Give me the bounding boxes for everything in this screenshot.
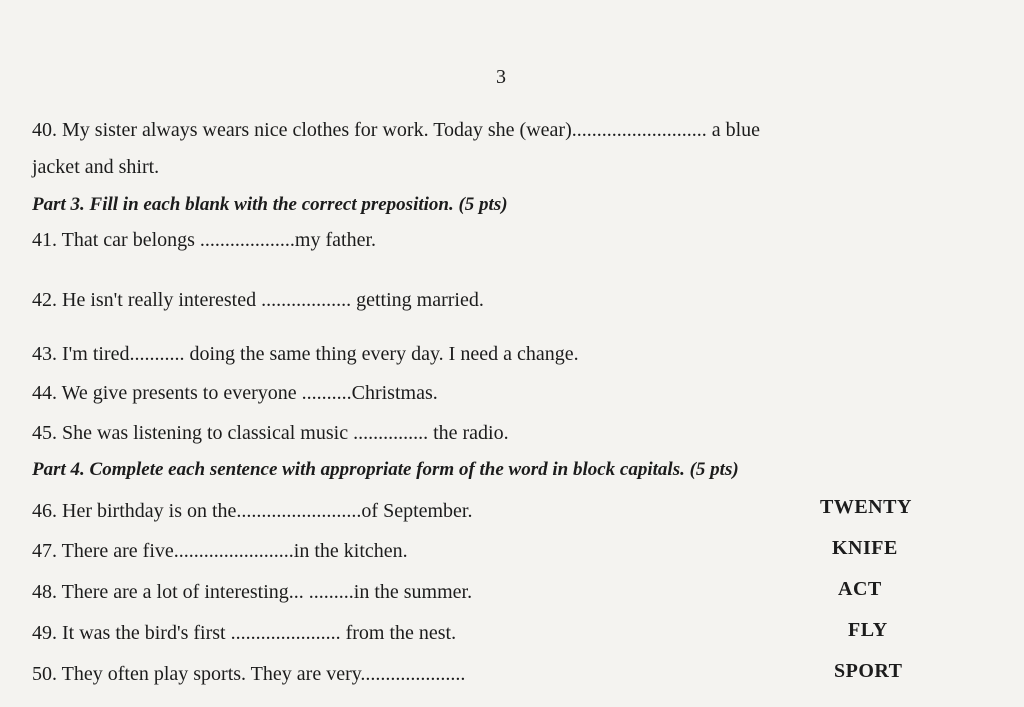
- question-45: 45. She was listening to classical music ............... the radio.: [32, 422, 509, 444]
- question-40-line-2: jacket and shirt.: [32, 156, 160, 178]
- question-50: 50. They often play sports. They are very.....................: [32, 663, 466, 685]
- question-46: 46. Her birthday is on the.........................of September.: [32, 500, 473, 522]
- word-47-block-capitals: KNIFE: [832, 537, 898, 559]
- question-40-line-1: 40. My sister always wears nice clothes for work. Today she (wear)........................... a blue: [32, 119, 761, 141]
- question-42: 42. He isn't really interested .................. getting married.: [32, 289, 484, 311]
- question-41: 41. That car belongs ...................my father.: [32, 229, 377, 251]
- word-49-block-capitals: FLY: [848, 619, 888, 641]
- word-46-block-capitals: TWENTY: [820, 496, 912, 518]
- question-49: 49. It was the bird's first ...................... from the nest.: [32, 622, 457, 644]
- word-48-block-capitals: ACT: [838, 578, 882, 600]
- word-50-block-capitals: SPORT: [834, 660, 903, 682]
- question-43: 43. I'm tired........... doing the same thing every day. I need a change.: [32, 343, 579, 365]
- question-48: 48. There are a lot of interesting... .........in the summer.: [32, 581, 473, 603]
- page-number: 3: [496, 66, 506, 88]
- question-44: 44. We give presents to everyone ..........Christmas.: [32, 382, 438, 404]
- part-3-heading: Part 3. Fill in each blank with the correct preposition. (5 pts): [32, 194, 508, 215]
- part-4-heading: Part 4. Complete each sentence with appropriate form of the word in block capitals. (5 pts): [32, 459, 739, 480]
- question-47: 47. There are five........................in the kitchen.: [32, 540, 408, 562]
